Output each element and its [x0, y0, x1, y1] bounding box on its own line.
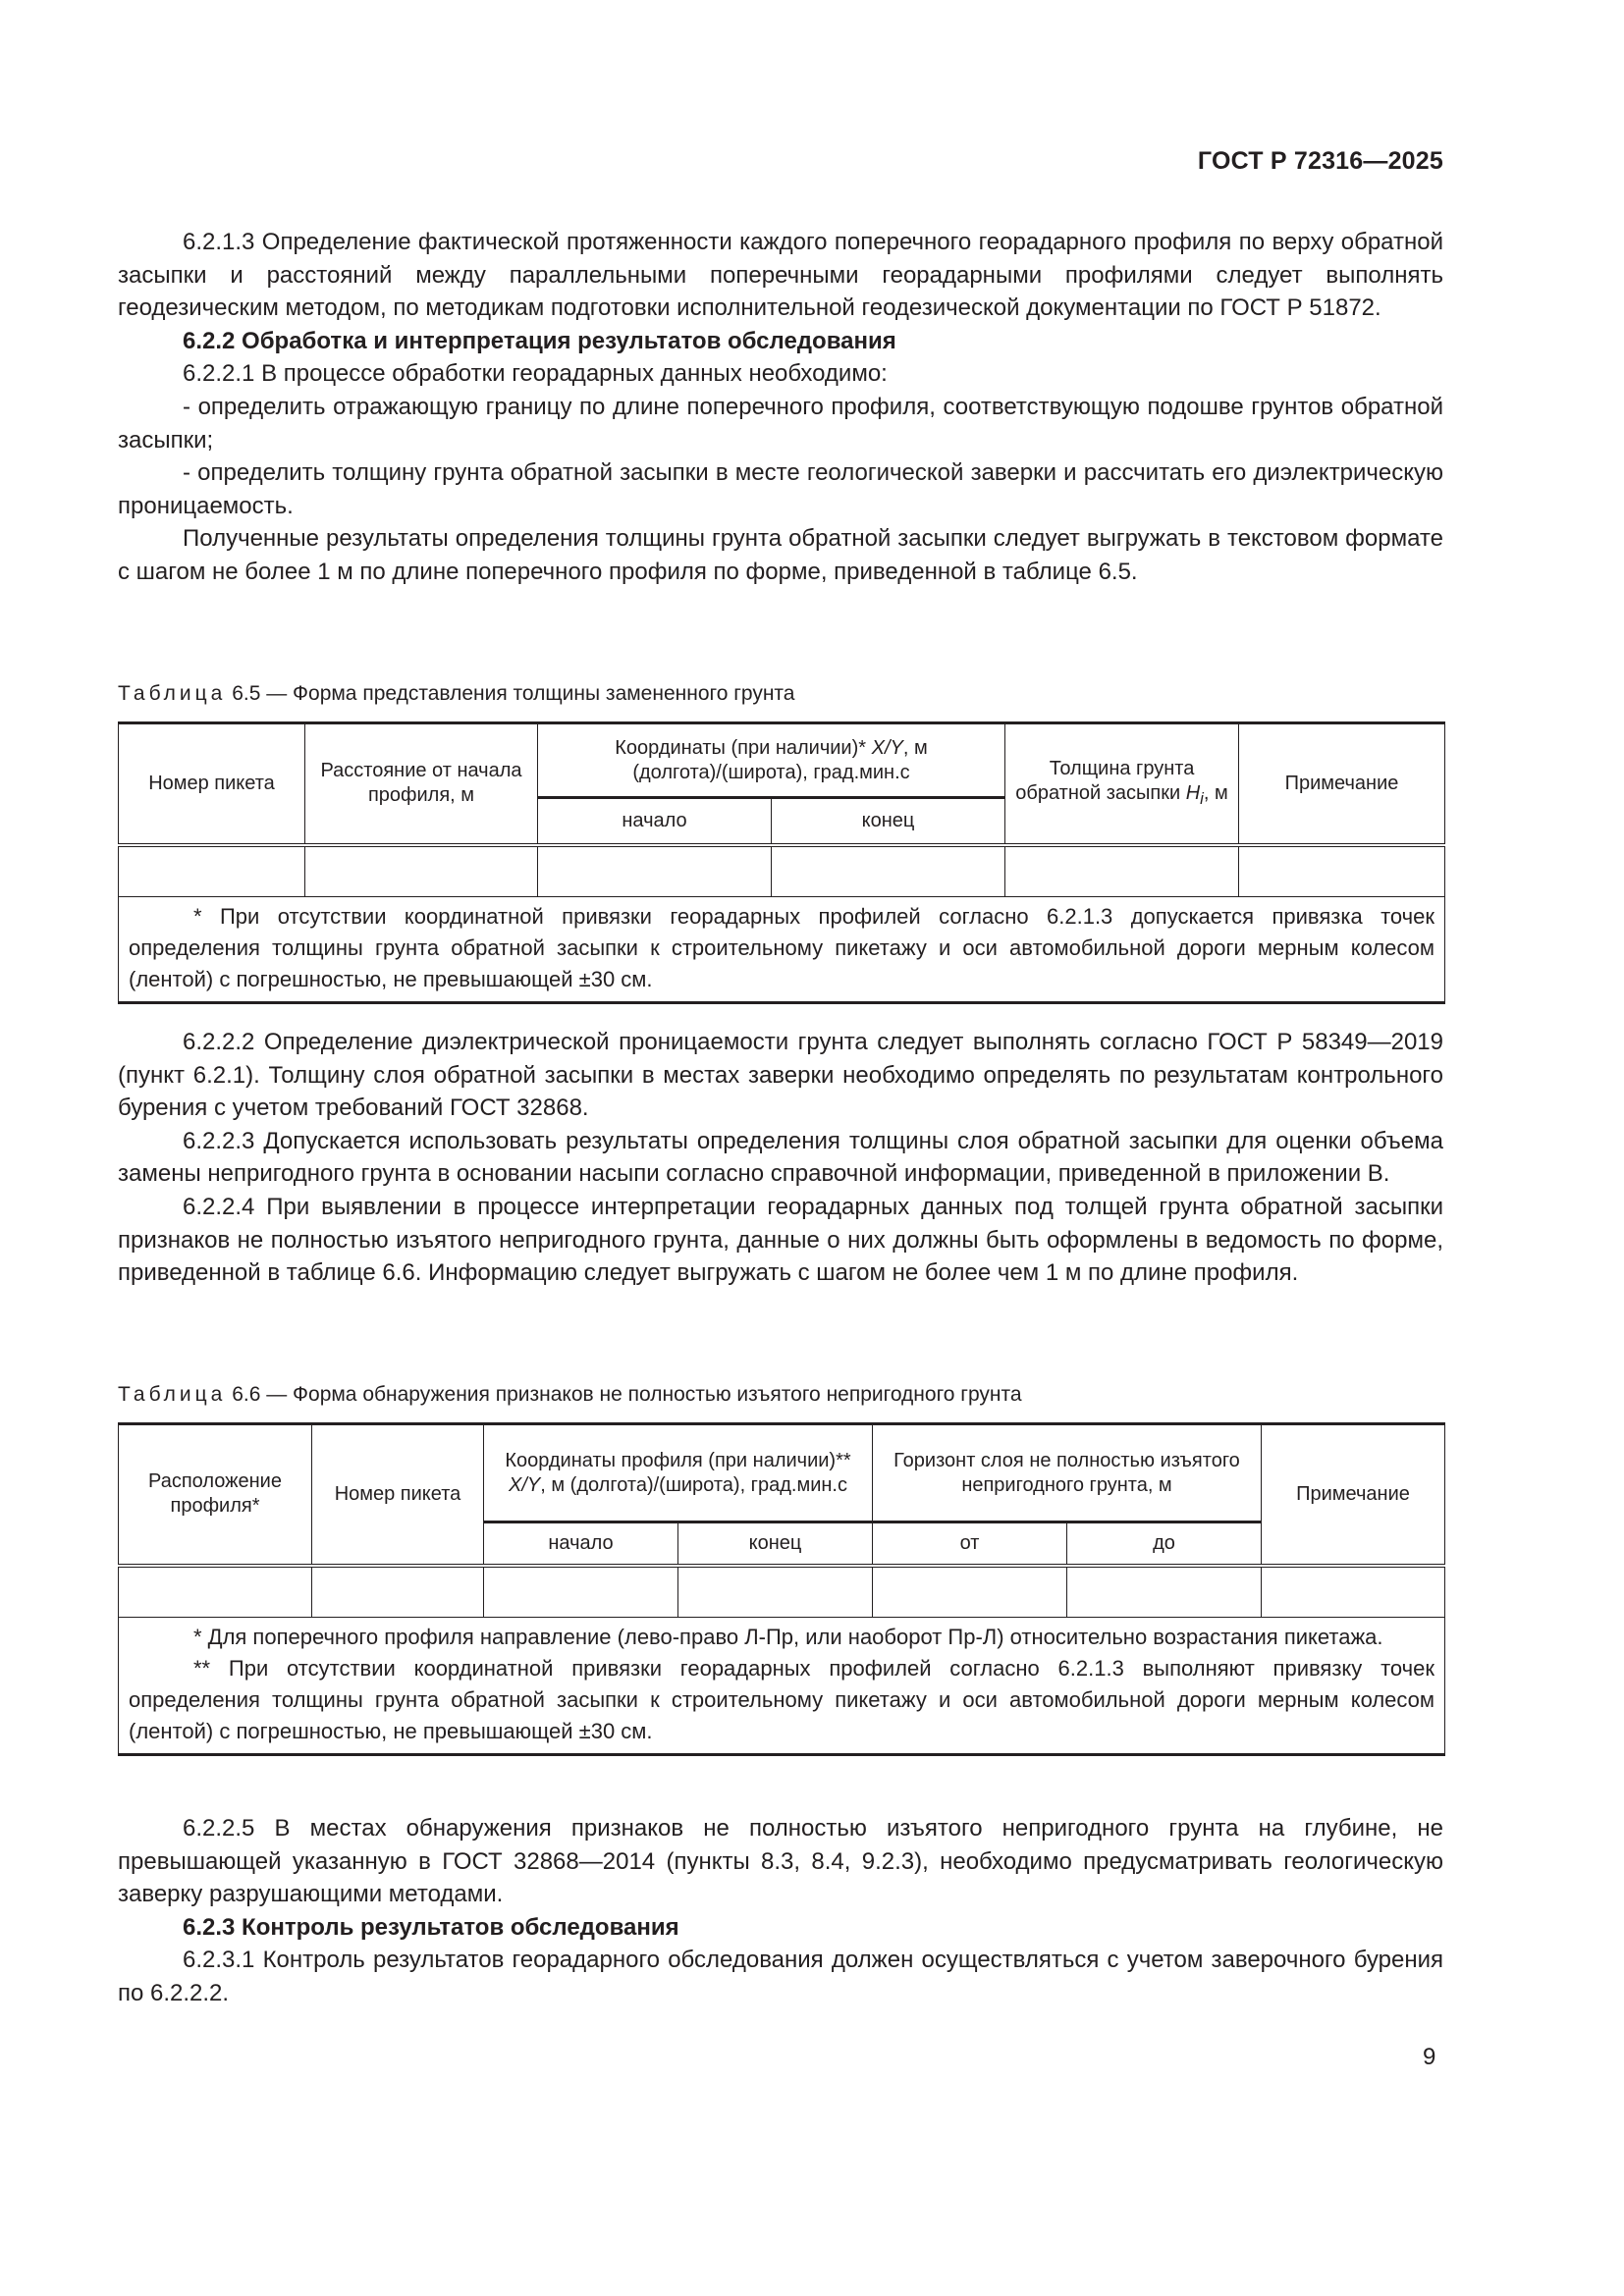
thickness-units: , м	[1203, 781, 1228, 804]
table-cell	[484, 1566, 678, 1618]
column-group-coordinates	[484, 1424, 873, 1522]
coords-xy-symbol: X/Y	[871, 736, 903, 759]
table-6-6-footnotes	[119, 1617, 1445, 1754]
table-cell	[772, 845, 1005, 897]
table-row	[119, 845, 1445, 897]
column-header-note: Примечание	[1262, 1424, 1445, 1566]
column-header-profile-location: Расположение профиля*	[119, 1424, 312, 1566]
table-6-5	[118, 721, 1445, 1004]
coords-units: , м (долгота)/(широта), град.мин.с	[632, 736, 928, 783]
paragraph-6-2-2-1: 6.2.2.1 В процессе обработки георадарных данных необходимо:	[183, 360, 888, 388]
column-header-picket-number: Номер пикета	[119, 723, 305, 845]
table-cell	[1239, 845, 1445, 897]
section-6-2-2-2-to-6-2-2-4	[118, 1026, 1443, 1290]
coords-label: Координаты (при наличии)*	[615, 736, 872, 759]
section-6-2-1-3-to-6-2-2-1	[118, 226, 1443, 589]
column-group-coordinates	[538, 723, 1005, 798]
footnote-1-text: * Для поперечного профиля направление (лево-право Л-Пр, или наоборот Пр-Л) относительно возрастания пикетажа.	[193, 1624, 1383, 1649]
paragraph-6-2-1-3: 6.2.1.3 Определение фактической протяженности каждого поперечного георадарного профиля по верху обратной засыпки и расстояний между параллельными поперечными георадарными профилями следует выполнять геодезическим методом, по методикам подготовки исполнительной геодезической документации по ГОСТ Р 51872.	[118, 229, 1443, 322]
paragraph-6-2-2-3: 6.2.2.3 Допускается использовать результаты определения толщины слоя обратной засыпки для оценки объема замены непригодного грунта в основании насыпи согласно справочной информации, приведенной в приложении В.	[118, 1127, 1443, 1188]
table-6-5-caption	[118, 681, 794, 707]
paragraph-6-2-3-1: 6.2.3.1 Контроль результатов георадарного обследования должен осуществляться с учетом заверочного бурения по 6.2.2.2.	[118, 1947, 1443, 2006]
table-cell	[312, 1566, 484, 1618]
caption-title: 6.5 — Форма представления толщины замененного грунта	[232, 682, 795, 705]
table-row	[119, 1566, 1445, 1618]
paragraph-6-2-2-2: 6.2.2.2 Определение диэлектрической проницаемости грунта следует выполнять согласно ГОСТ Р 58349—2019 (пункт 6.2.1). Толщину слоя обратной засыпки в местах заверки необходимо определять по результатам контрольного бурения с учетом требований ГОСТ 32868.	[118, 1029, 1443, 1122]
column-header-coords-end: конец	[678, 1522, 873, 1566]
bullet-item: - определить отражающую границу по длине поперечного профиля, соответствующую подошве грунтов обратной засыпки;	[118, 393, 1443, 454]
coords-xy-symbol: X/Y	[509, 1473, 541, 1496]
page-number: 9	[1423, 2044, 1436, 2070]
table-6-5-footnote	[119, 896, 1445, 1002]
caption-label: Таблица	[118, 1383, 227, 1406]
table-cell	[538, 845, 772, 897]
paragraph-results-export: Полученные результаты определения толщины грунта обратной засыпки следует выгружать в текстовом формате с шагом не более 1 м по длине поперечного профиля по форме, приведенной в таблице 6.5.	[118, 525, 1443, 585]
column-header-coords-start: начало	[484, 1522, 678, 1566]
table-6-6-caption	[118, 1382, 1022, 1408]
table-cell	[1005, 845, 1239, 897]
thickness-symbol: H	[1185, 781, 1201, 804]
table-6-6	[118, 1422, 1445, 1756]
coords-label: Координаты профиля (при наличии)**	[505, 1449, 851, 1471]
footnote-2-text: ** При отсутствии координатной привязки георадарных профилей согласно 6.2.1.3 выполняют привязку точек определения толщины грунта обратной засыпки к строительному пикетажу и оси автомобильной дороги мерным колесом (лентой) с погрешностью, не превышающей ±30 см.	[129, 1655, 1435, 1743]
caption-title: 6.6 — Форма обнаружения признаков не полностью изъятого непригодного грунта	[232, 1383, 1022, 1406]
heading-6-2-3: 6.2.3 Контроль результатов обследования	[183, 1913, 679, 1941]
bullet-item: - определить толщину грунта обратной засыпки в месте геологической заверки и рассчитать его диэлектрическую проницаемость.	[118, 459, 1443, 519]
table-cell	[119, 845, 305, 897]
document-code-header: ГОСТ Р 72316—2025	[1197, 147, 1443, 175]
footnote-text: * При отсутствии координатной привязки георадарных профилей согласно 6.2.1.3 допускается привязка точек определения толщины грунта обратной засыпки к строительному пикетажу и оси автомобильной дороги мерным колесом (лентой) с погрешностью, не превышающей ±30 см.	[129, 903, 1435, 991]
column-group-horizon: Горизонт слоя не полностью изъятого непригодного грунта, м	[873, 1424, 1262, 1522]
paragraph-6-2-2-5: 6.2.2.5 В местах обнаружения признаков не полностью изъятого непригодного грунта на глубине, не превышающей указанную в ГОСТ 32868—2014 (пункты 8.3, 8.4, 9.2.3), необходимо предусматривать геологическую заверку разрушающими методами.	[118, 1815, 1443, 1908]
table-cell	[305, 845, 538, 897]
column-header-picket-number: Номер пикета	[312, 1424, 484, 1566]
table-cell	[678, 1566, 873, 1618]
column-header-note: Примечание	[1239, 723, 1445, 845]
thickness-subscript: i	[1200, 788, 1204, 808]
table-cell	[873, 1566, 1067, 1618]
table-cell	[1067, 1566, 1262, 1618]
section-6-2-2-5-to-6-2-3-1	[118, 1812, 1443, 2010]
table-cell	[119, 1566, 312, 1618]
column-header-horizon-to: до	[1067, 1522, 1262, 1566]
heading-6-2-2: 6.2.2 Обработка и интерпретация результатов обследования	[183, 327, 896, 354]
paragraph-6-2-2-4: 6.2.2.4 При выявлении в процессе интерпретации георадарных данных под толщей грунта обратной засыпки признаков не полностью изъятого непригодного грунта, данные о них должны быть оформлены в ведомость по форме, приведенной в таблице 6.6. Информацию следует выгружать с шагом не более чем 1 м по длине профиля.	[118, 1193, 1443, 1287]
thickness-label: Толщина грунта обратной засыпки	[1015, 757, 1195, 804]
table-cell	[1262, 1566, 1445, 1618]
column-header-coords-start: начало	[538, 798, 772, 845]
coords-units: , м (долгота)/(широта), град.мин.с	[540, 1473, 847, 1496]
column-header-horizon-from: от	[873, 1522, 1067, 1566]
column-header-coords-end: конец	[772, 798, 1005, 845]
column-header-thickness	[1005, 723, 1239, 845]
caption-label: Таблица	[118, 682, 227, 705]
column-header-distance: Расстояние от начала профиля, м	[305, 723, 538, 845]
